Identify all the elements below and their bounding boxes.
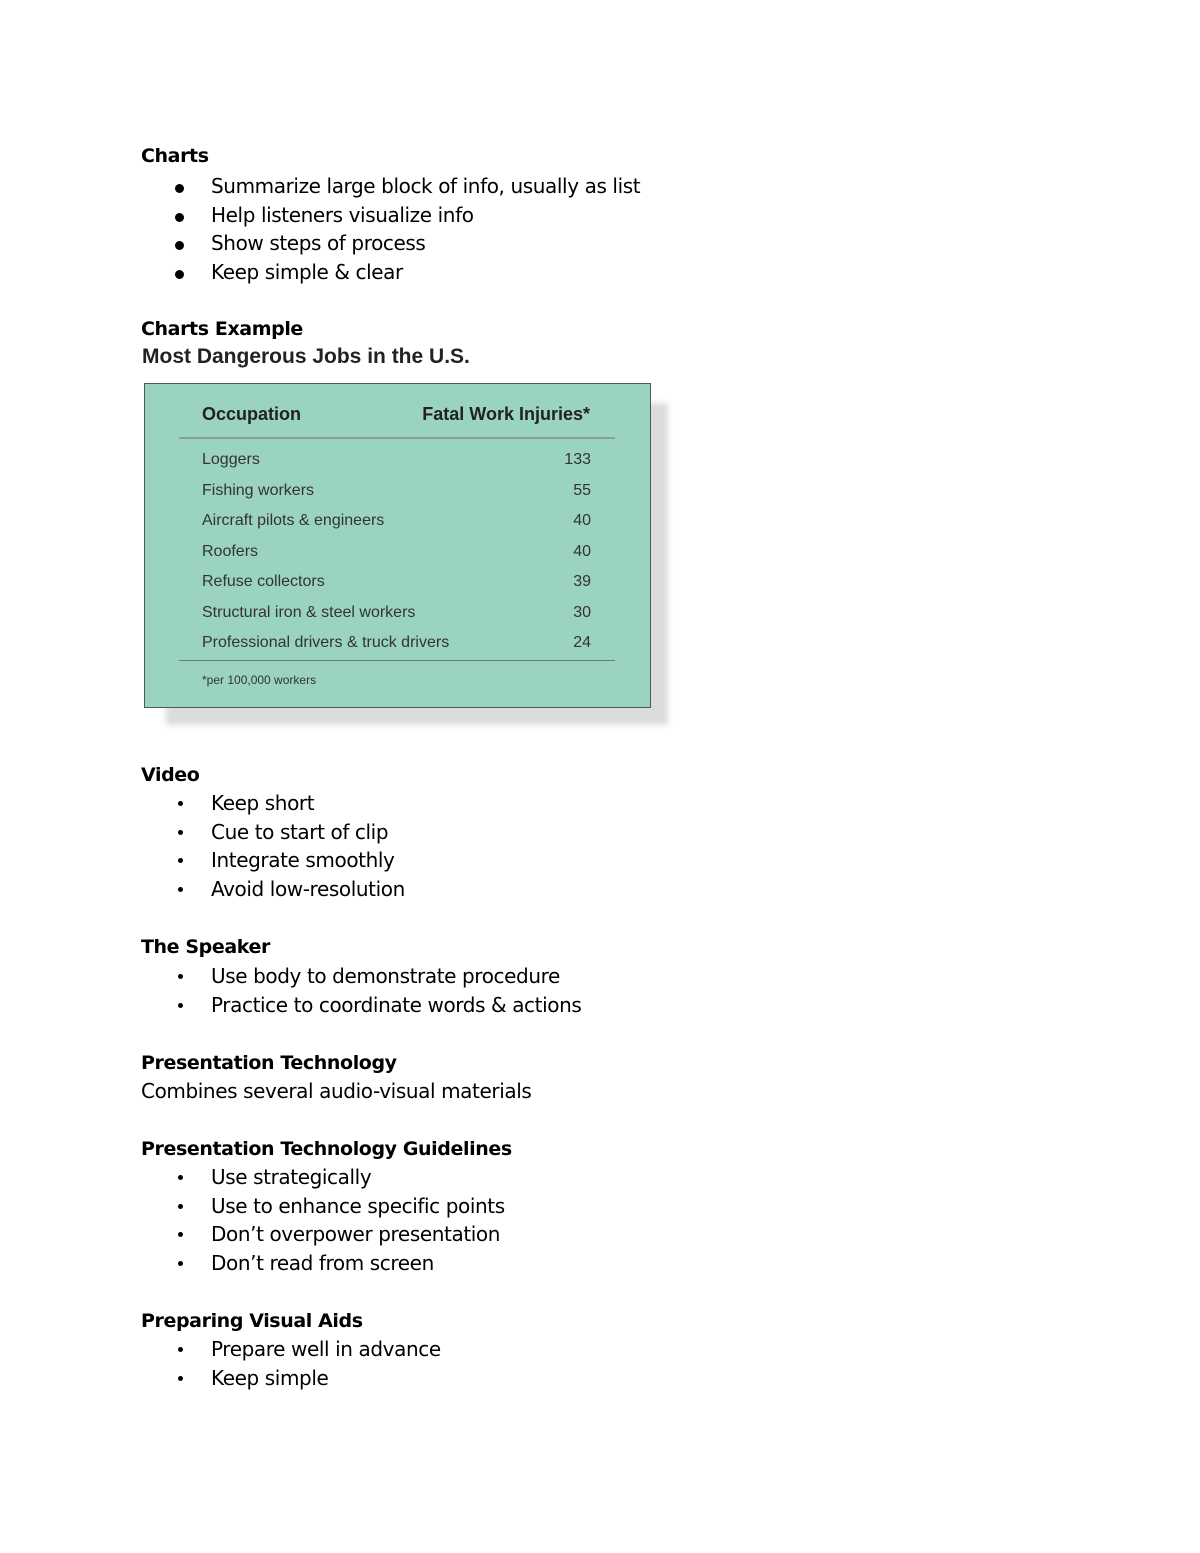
video-list (0, 789, 405, 904)
table-row (202, 482, 591, 512)
table-row (202, 573, 591, 603)
speaker-list (0, 962, 581, 1019)
column-header-occupation: Occupation (202, 404, 302, 424)
list-item: Keep simple & clear (0, 258, 640, 287)
list-item: Use to enhance specific points (0, 1192, 505, 1221)
bullet-icon (178, 1232, 183, 1237)
technology-guidelines-list (0, 1163, 505, 1278)
value-cell: 133 (564, 451, 591, 468)
table-row (202, 543, 591, 573)
list-item: Practice to coordinate words & actions (0, 991, 581, 1020)
bullet-icon (178, 1347, 183, 1352)
table-row (202, 512, 591, 542)
section-heading-charts-example: Charts Example (141, 318, 303, 340)
bullet-icon (178, 1175, 183, 1180)
list-item: Use body to demonstrate procedure (0, 962, 581, 991)
table-rule-top (179, 437, 615, 439)
bullet-icon (178, 1261, 183, 1266)
bullet-icon (178, 1376, 183, 1381)
bullet-icon (178, 1003, 183, 1008)
list-item: Cue to start of clip (0, 818, 405, 847)
section-heading-preparing: Preparing Visual Aids (141, 1310, 363, 1332)
column-header-fatal-injuries: Fatal Work Injuries* (422, 404, 590, 424)
list-item: Prepare well in advance (0, 1335, 441, 1364)
preparing-list (0, 1335, 441, 1392)
bullet-icon (178, 887, 183, 892)
occupation-cell: Refuse collectors (202, 573, 325, 590)
occupation-cell: Loggers (202, 451, 260, 468)
value-cell: 40 (573, 542, 591, 560)
occupation-cell: Roofers (202, 542, 259, 560)
list-item: Summarize large block of info, usually as list (0, 172, 640, 201)
list-item: Avoid low-resolution (0, 875, 405, 904)
value-cell: 40 (573, 512, 591, 529)
list-item: Keep simple (0, 1364, 441, 1393)
technology-description: Combines several audio-visual materials (141, 1079, 532, 1103)
list-item: Use strategically (0, 1163, 505, 1192)
bullet-icon (178, 830, 183, 835)
table-rule-bottom (179, 660, 615, 661)
section-heading-speaker: The Speaker (141, 936, 270, 958)
list-item: Don’t overpower presentation (0, 1220, 505, 1249)
list-item: Keep short (0, 789, 405, 818)
bullet-icon (178, 858, 183, 863)
table-footnote: *per 100,000 workers (202, 673, 317, 687)
list-item: Don’t read from screen (0, 1249, 505, 1278)
value-cell: 24 (573, 634, 591, 651)
charts-list (0, 172, 640, 287)
bullet-icon (175, 213, 184, 222)
table-title: Most Dangerous Jobs in the U.S. (142, 345, 470, 368)
occupation-cell: Aircraft pilots & engineers (202, 512, 385, 529)
bullet-icon (175, 184, 184, 193)
value-cell: 39 (573, 573, 591, 590)
table-row (202, 604, 591, 634)
list-item: Help listeners visualize info (0, 201, 640, 230)
occupation-cell: Fishing workers (202, 481, 315, 499)
value-cell: 55 (573, 481, 591, 499)
table-row (202, 451, 591, 481)
bullet-icon (178, 1204, 183, 1209)
section-heading-technology: Presentation Technology (141, 1052, 397, 1074)
bullet-icon (178, 974, 183, 979)
section-heading-video: Video (141, 764, 200, 786)
bullet-icon (178, 801, 183, 806)
section-heading-technology-guidelines: Presentation Technology Guidelines (141, 1138, 512, 1160)
occupation-cell: Structural iron & steel workers (202, 603, 416, 621)
bullet-icon (175, 241, 184, 250)
value-cell: 30 (573, 603, 591, 621)
occupation-cell: Professional drivers & truck drivers (202, 634, 450, 651)
bullet-icon (175, 270, 184, 279)
injuries-table (144, 383, 651, 708)
list-item: Show steps of process (0, 229, 640, 258)
list-item: Integrate smoothly (0, 846, 405, 875)
section-heading-charts: Charts (141, 145, 209, 167)
